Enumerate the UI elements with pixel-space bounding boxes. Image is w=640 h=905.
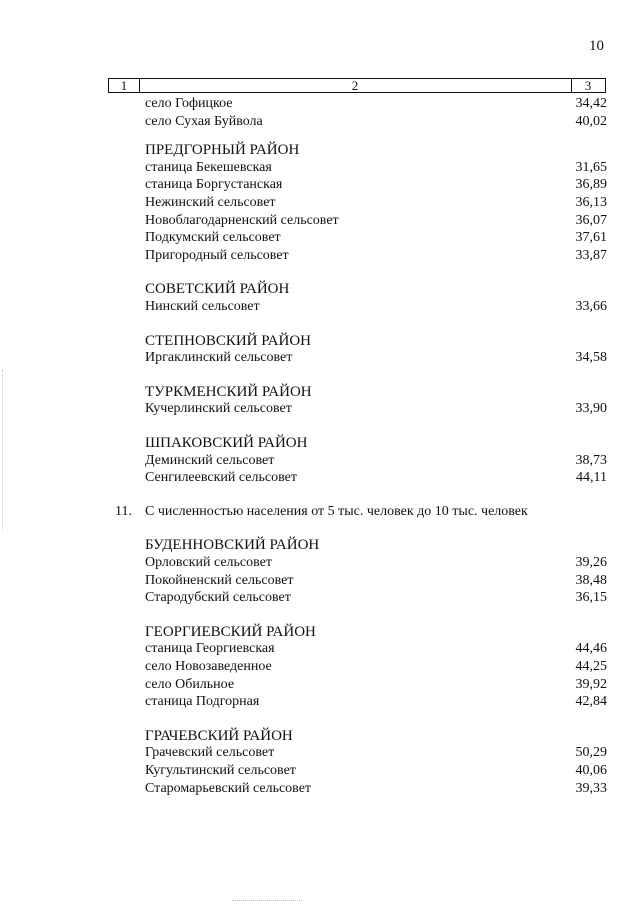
table-row — [0, 640, 640, 658]
table-row — [0, 780, 640, 798]
settlement-value: 36,07 — [575, 212, 607, 228]
table-row — [0, 95, 640, 113]
settlement-value: 33,90 — [575, 401, 607, 417]
settlement-value: 44,25 — [575, 659, 607, 674]
settlement-value: 42,84 — [575, 694, 607, 710]
table-row — [0, 744, 640, 762]
district-heading: СТЕПНОВСКИЙ РАЙОН — [145, 332, 312, 349]
settlement-name: Сенгилеевский сельсовет — [145, 470, 297, 486]
settlement-value: 36,89 — [575, 177, 607, 193]
settlement-name: Пригородный сельсовет — [145, 247, 289, 263]
table-row — [0, 554, 640, 572]
settlement-name: село Гофицкое — [145, 96, 233, 111]
table-row — [0, 247, 640, 265]
table-header — [108, 78, 606, 93]
settlement-name: Деминский сельсовет — [145, 452, 275, 468]
table-row — [0, 349, 640, 367]
settlement-value: 37,61 — [575, 230, 607, 246]
table-row — [0, 176, 640, 194]
table-row — [0, 400, 640, 418]
district-heading: ГЕОРГИЕВСКИЙ РАЙОН — [145, 623, 316, 640]
settlement-value: 39,26 — [575, 555, 607, 570]
settlement-name: станица Бекешевская — [145, 159, 272, 175]
settlement-value: 38,73 — [575, 452, 607, 468]
district-heading: БУДЕННОВСКИЙ РАЙОН — [145, 537, 320, 554]
settlement-name: Иргаклинский сельсовет — [145, 350, 293, 366]
settlement-value: 38,48 — [575, 572, 607, 588]
district-heading: СОВЕТСКИЙ РАЙОН — [145, 281, 290, 298]
scan-margin-artifact — [2, 370, 4, 530]
settlement-value: 33,66 — [575, 299, 607, 314]
settlement-value: 39,92 — [575, 676, 607, 692]
settlement-name: станица Боргустанская — [145, 177, 283, 193]
settlement-value: 36,13 — [575, 195, 607, 210]
settlement-value: 44,46 — [575, 641, 607, 657]
district-heading: ПРЕДГОРНЫЙ РАЙОН — [145, 142, 300, 159]
settlement-value: 34,42 — [575, 96, 607, 111]
table-row — [0, 194, 640, 212]
table-row — [0, 658, 640, 676]
table-row — [0, 589, 640, 607]
settlement-value: 33,87 — [575, 247, 607, 263]
settlement-name: Новоблагодарненский сельсовет — [145, 212, 339, 228]
district-heading: ТУРКМЕНСКИЙ РАЙОН — [145, 383, 312, 400]
table-row — [0, 212, 640, 230]
district-heading: ГРАЧЕВСКИЙ РАЙОН — [145, 727, 293, 744]
district-heading: ШПАКОВСКИЙ РАЙОН — [145, 435, 308, 451]
settlement-value: 44,11 — [576, 470, 607, 486]
table-row — [0, 762, 640, 780]
table-row — [0, 676, 640, 694]
table-row — [0, 298, 640, 316]
settlement-name: село Сухая Буйвола — [145, 113, 263, 129]
settlement-name: Покойненский сельсовет — [145, 572, 294, 588]
table-row — [0, 693, 640, 711]
table-row — [0, 469, 640, 487]
settlement-name: Нежинский сельсовет — [145, 195, 276, 210]
page-number: 10 — [589, 38, 604, 54]
settlement-name: Кучерлинский сельсовет — [145, 401, 292, 417]
settlement-name: Подкумский сельсовет — [145, 230, 281, 246]
settlement-name: Стародубский сельсовет — [145, 590, 291, 606]
header-col-3: 3 — [584, 78, 592, 93]
settlement-name: станица Георгиевская — [145, 641, 275, 657]
settlement-name: Кугультинский сельсовет — [145, 763, 296, 778]
settlement-value: 39,33 — [575, 780, 607, 796]
settlement-name: Старомарьевский сельсовет — [145, 780, 312, 796]
table-row — [0, 452, 640, 470]
header-col-2: 2 — [139, 79, 572, 92]
settlement-name: село Новозаведенное — [145, 659, 272, 674]
table-row — [0, 229, 640, 247]
settlement-value: 40,02 — [575, 113, 607, 129]
settlement-value: 40,06 — [575, 763, 607, 778]
settlement-name: Грачевский сельсовет — [145, 745, 275, 761]
table-row — [0, 159, 640, 177]
section-number: 11. — [115, 503, 132, 519]
settlement-value: 50,29 — [575, 745, 607, 761]
scan-bottom-artifact — [232, 900, 302, 902]
settlement-value: 31,65 — [575, 159, 607, 175]
settlement-value: 34,58 — [575, 350, 607, 366]
settlement-name: Орловский сельсовет — [145, 555, 272, 570]
settlement-name: Нинский сельсовет — [145, 299, 260, 314]
section-text: С численностью населения от 5 тыс. человек до 10 тыс. человек — [145, 503, 528, 519]
table-row — [0, 572, 640, 590]
header-col-1: 1 — [109, 79, 140, 92]
settlement-name: село Обильное — [145, 676, 235, 692]
settlement-name: станица Подгорная — [145, 694, 260, 710]
table-row — [0, 113, 640, 131]
settlement-value: 36,15 — [575, 590, 607, 606]
